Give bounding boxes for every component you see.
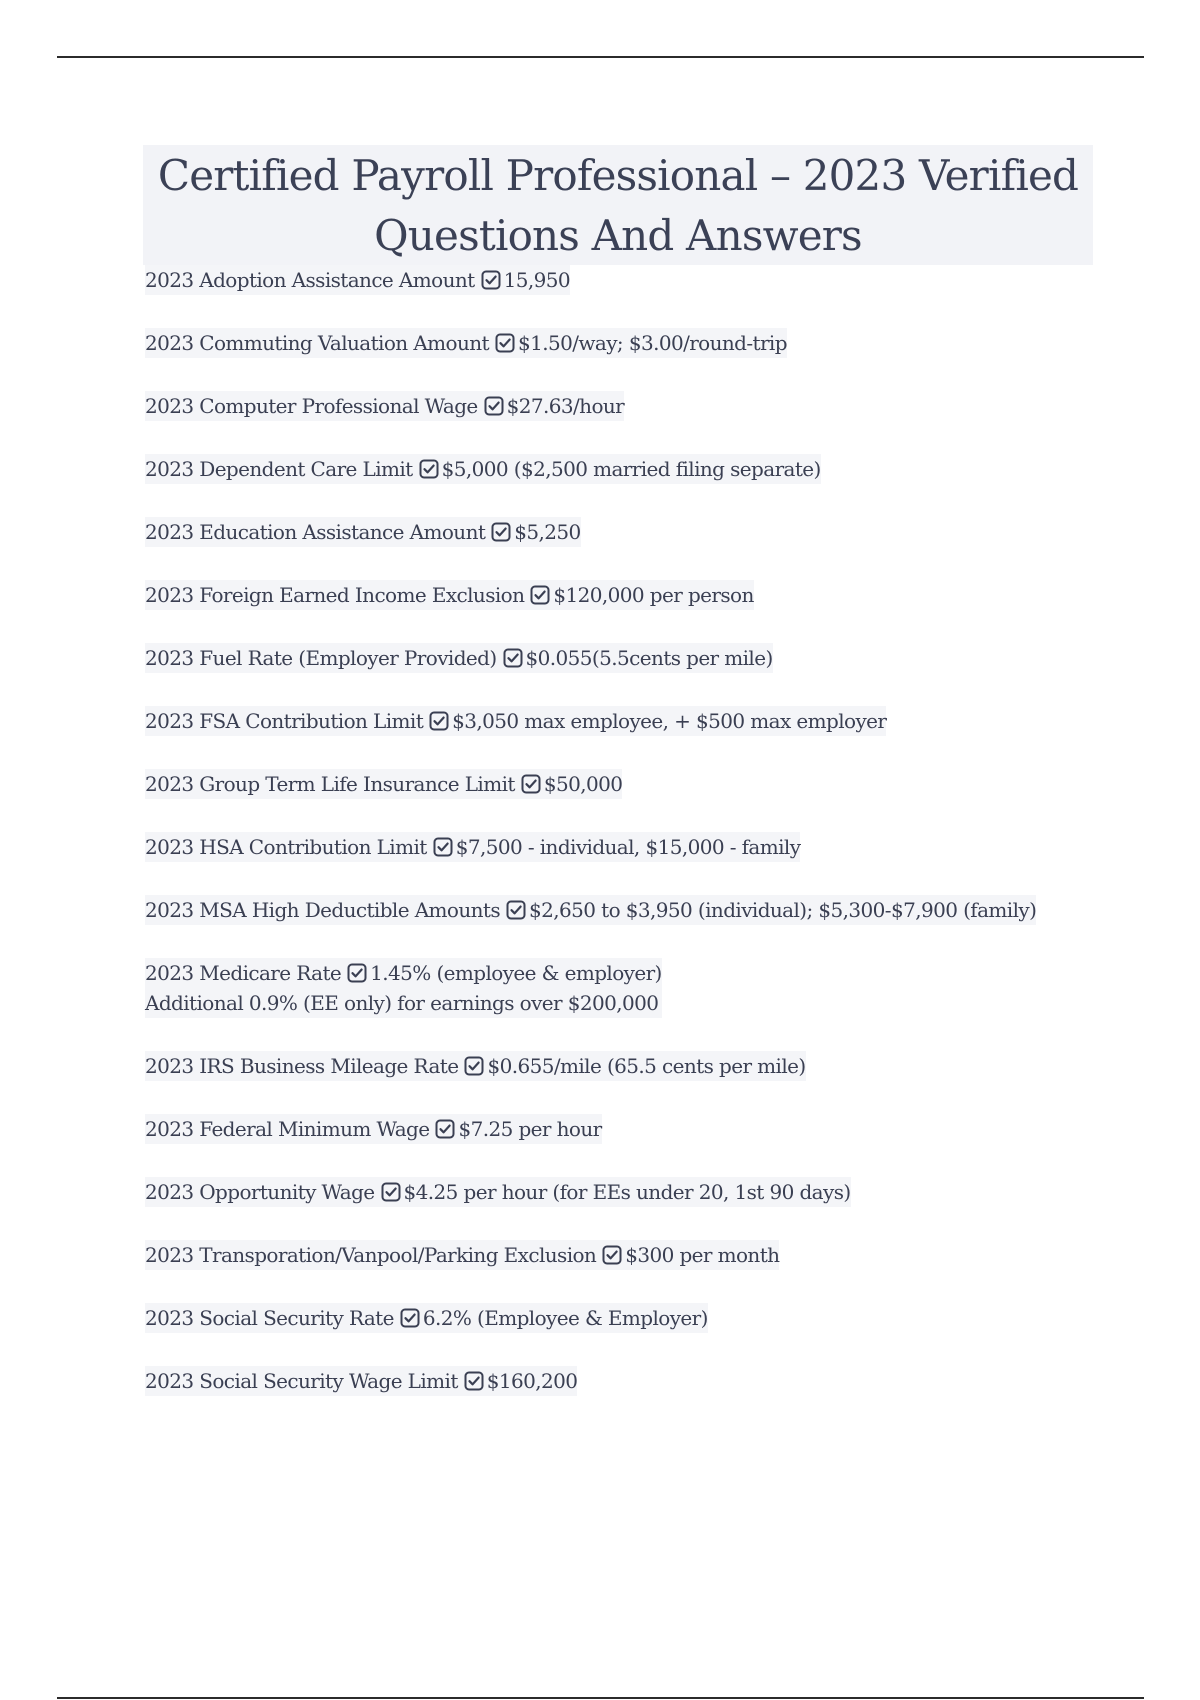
checkbox-checked-icon <box>464 1371 484 1391</box>
answer-text: $3,050 max employee, + $500 max employer <box>452 709 887 733</box>
title-block <box>143 145 1093 265</box>
answer-text: 15,950 <box>503 268 570 292</box>
answer-text: $160,200 <box>486 1369 578 1393</box>
answer-text: $4.25 per hour (for EEs under 20, 1st 90 days) <box>403 1180 851 1204</box>
answer-continuation: Additional 0.9% (EE only) for earnings over $200,000 <box>145 991 659 1015</box>
answer-text: $0.055(5.5cents per mile) <box>525 646 773 670</box>
qa-item <box>145 706 886 736</box>
question-text: 2023 Opportunity Wage <box>145 1180 375 1204</box>
qa-item <box>145 1051 806 1081</box>
qa-line <box>145 391 624 421</box>
question-text: 2023 Adoption Assistance Amount <box>145 268 475 292</box>
qa-item <box>145 1177 851 1207</box>
answer-text: $1.50/way; $3.00/round-trip <box>517 331 787 355</box>
question-text: 2023 Education Assistance Amount <box>145 520 486 544</box>
qa-line <box>145 958 662 988</box>
qa-line <box>145 1240 779 1270</box>
checkbox-checked-icon <box>464 1056 484 1076</box>
checkbox-checked-icon <box>495 333 515 353</box>
qa-line <box>145 1051 806 1081</box>
question-text: 2023 Medicare Rate <box>145 961 342 985</box>
checkbox-checked-icon <box>419 459 439 479</box>
question-text: 2023 IRS Business Mileage Rate <box>145 1054 459 1078</box>
qa-item <box>145 517 581 547</box>
answer-text: 6.2% (Employee & Employer) <box>422 1306 708 1330</box>
checkbox-checked-icon <box>435 1119 455 1139</box>
qa-line <box>145 832 800 862</box>
checkbox-checked-icon <box>347 963 367 983</box>
question-text: 2023 HSA Contribution Limit <box>145 835 427 859</box>
qa-item <box>145 958 662 1018</box>
checkbox-checked-icon <box>491 522 511 542</box>
question-text: 2023 Social Security Rate <box>145 1306 394 1330</box>
checkbox-checked-icon <box>433 837 453 857</box>
checkbox-checked-icon <box>530 585 550 605</box>
question-text: 2023 Group Term Life Insurance Limit <box>145 772 515 796</box>
answer-text: $300 per month <box>625 1243 780 1267</box>
checkbox-checked-icon <box>484 396 504 416</box>
qa-item <box>145 1114 602 1144</box>
qa-line <box>145 895 1036 925</box>
qa-line <box>145 328 787 358</box>
qa-item <box>145 895 1036 925</box>
bottom-rule <box>57 1697 1144 1699</box>
question-text: 2023 Transporation/Vanpool/Parking Exclusion <box>145 1243 597 1267</box>
answer-text: 1.45% (employee & employer) <box>370 961 662 985</box>
qa-item <box>145 769 622 799</box>
question-text: 2023 Commuting Valuation Amount <box>145 331 489 355</box>
checkbox-checked-icon <box>429 711 449 731</box>
qa-item <box>145 1240 779 1270</box>
question-text: 2023 FSA Contribution Limit <box>145 709 424 733</box>
page-title: Certified Payroll Professional – 2023 Verified Questions And Answers <box>157 151 1079 260</box>
checkbox-checked-icon <box>481 270 501 290</box>
question-text: 2023 MSA High Deductible Amounts <box>145 898 501 922</box>
answer-text: $120,000 per person <box>553 583 754 607</box>
checkbox-checked-icon <box>400 1308 420 1328</box>
qa-line <box>145 1366 577 1396</box>
question-text: 2023 Computer Professional Wage <box>145 394 478 418</box>
qa-item <box>145 1366 577 1396</box>
qa-line <box>145 454 821 484</box>
checkbox-checked-icon <box>503 648 523 668</box>
question-text: 2023 Federal Minimum Wage <box>145 1117 430 1141</box>
qa-list <box>145 265 1105 1429</box>
qa-line <box>145 265 570 295</box>
answer-text: $50,000 <box>543 772 623 796</box>
qa-line <box>145 517 581 547</box>
qa-item <box>145 832 800 862</box>
qa-item <box>145 454 821 484</box>
qa-item <box>145 328 787 358</box>
top-rule <box>57 56 1144 58</box>
qa-item <box>145 643 773 673</box>
answer-text: $2,650 to $3,950 (individual); $5,300-$7,900 (family) <box>529 898 1037 922</box>
question-text: 2023 Foreign Earned Income Exclusion <box>145 583 525 607</box>
qa-item <box>145 1303 708 1333</box>
checkbox-checked-icon <box>381 1182 401 1202</box>
qa-line <box>145 643 773 673</box>
qa-line <box>145 1114 602 1144</box>
qa-line <box>145 580 754 610</box>
answer-text: $7,500 - individual, $15,000 - family <box>455 835 801 859</box>
checkbox-checked-icon <box>521 774 541 794</box>
question-text: 2023 Dependent Care Limit <box>145 457 413 481</box>
qa-item <box>145 580 754 610</box>
qa-line <box>145 1177 851 1207</box>
answer-text: $5,250 <box>514 520 581 544</box>
qa-item <box>145 391 624 421</box>
question-text: 2023 Social Security Wage Limit <box>145 1369 458 1393</box>
answer-text: $7.25 per hour <box>458 1117 602 1141</box>
qa-line <box>145 769 622 799</box>
checkbox-checked-icon <box>602 1245 622 1265</box>
answer-text: $27.63/hour <box>506 394 625 418</box>
answer-text: $5,000 ($2,500 married filing separate) <box>441 457 821 481</box>
answer-text: $0.655/mile (65.5 cents per mile) <box>487 1054 806 1078</box>
question-text: 2023 Fuel Rate (Employer Provided) <box>145 646 497 670</box>
qa-line <box>145 706 886 736</box>
qa-line <box>145 1303 708 1333</box>
checkbox-checked-icon <box>506 900 526 920</box>
qa-item <box>145 265 570 295</box>
